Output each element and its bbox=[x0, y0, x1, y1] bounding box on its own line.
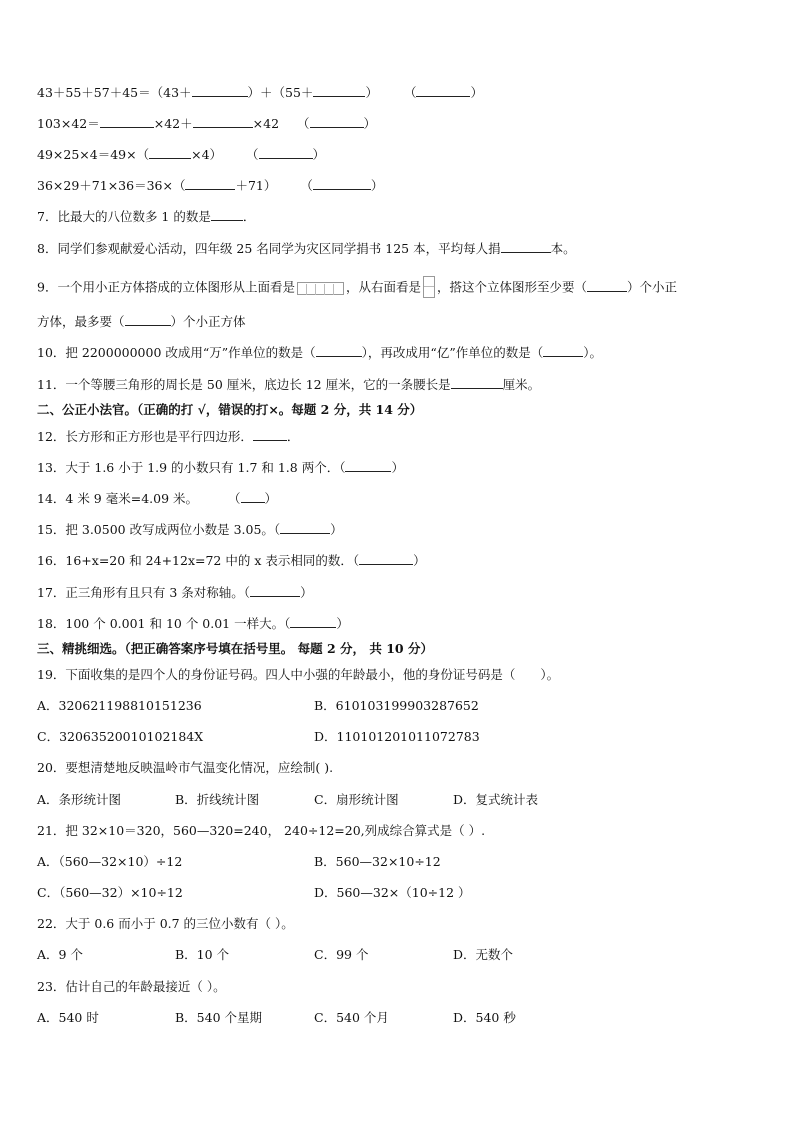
text: 10．把 2200000000 改成用“万”作单位的数是（ bbox=[37, 345, 316, 360]
question-19: 19．下面收集的是四个人的身份证号码。四人中小强的年龄最小，他的身份证号码是（ ）。 bbox=[37, 667, 560, 682]
text: ，搭这个立体图形至少要（ bbox=[436, 279, 587, 295]
text: ） bbox=[264, 491, 278, 506]
text: 13．大于 1.6 小于 1.9 的小数只有 1.7 和 1.8 两个．（ bbox=[37, 460, 346, 475]
option-b[interactable]: B．560—32×10÷12 bbox=[314, 854, 441, 869]
question-16 bbox=[37, 552, 426, 569]
option-b[interactable]: B．折线统计图 bbox=[175, 792, 260, 807]
equation-line-4 bbox=[37, 177, 383, 194]
text: ）个小正方体 bbox=[170, 314, 246, 329]
question-20: 20．要想清楚地反映温岭市气温变化情况，应绘制( ). bbox=[37, 760, 334, 775]
answer-blank[interactable] bbox=[416, 84, 470, 97]
option-b[interactable]: B．10 个 bbox=[175, 947, 230, 962]
question-7 bbox=[37, 208, 255, 225]
text: ） bbox=[413, 553, 426, 568]
answer-blank[interactable] bbox=[543, 344, 583, 357]
text: 11．一个等腰三角形的周长是 50 厘米，底边长 12 厘米，它的一条腰长是 bbox=[37, 377, 451, 392]
text: 103×42＝ bbox=[37, 116, 100, 131]
text: 12．长方形和正方形也是平行四边形． bbox=[37, 429, 253, 444]
text: ） bbox=[336, 616, 349, 631]
text: ）＋（55＋ bbox=[247, 85, 314, 100]
answer-blank[interactable] bbox=[241, 490, 265, 503]
option-a[interactable]: A．9 个 bbox=[37, 947, 83, 962]
text: ） bbox=[300, 585, 313, 600]
option-c[interactable]: C．99 个 bbox=[314, 947, 369, 962]
option-d[interactable]: D．110101201011072783 bbox=[314, 729, 480, 744]
option-b[interactable]: B．610103199903287652 bbox=[314, 698, 479, 713]
text: 18．100 个 0.001 和 10 个 0.01 一样大。（ bbox=[37, 616, 291, 631]
option-d[interactable]: D．560—32×（10÷12 ） bbox=[314, 885, 471, 900]
answer-blank[interactable] bbox=[310, 115, 364, 128]
section-2-heading: 二、公正小法官。（正确的打 √，错误的打×。每题 2 分，共 14 分） bbox=[37, 402, 423, 417]
text: 9．一个用小正方体搭成的立体图形从上面看是 bbox=[37, 279, 295, 295]
text: 36×29＋71×36＝36×（ bbox=[37, 178, 186, 193]
option-c[interactable]: C．32063520010102184X bbox=[37, 729, 204, 744]
answer-blank[interactable] bbox=[290, 615, 336, 628]
text: ×42＋ bbox=[153, 116, 193, 131]
right-view-figure bbox=[423, 276, 435, 298]
question-23: 23．估计自己的年龄最接近（ ）。 bbox=[37, 979, 226, 994]
text: ） bbox=[370, 178, 384, 193]
answer-blank[interactable] bbox=[185, 177, 235, 190]
text: 15．把 3.0500 改写成两位小数是 3.05。（ bbox=[37, 522, 281, 537]
text: ），再改成用“亿”作单位的数是（ bbox=[361, 345, 544, 360]
question-15 bbox=[37, 521, 343, 538]
answer-blank[interactable] bbox=[345, 459, 391, 472]
text: ） bbox=[363, 116, 377, 131]
answer-blank[interactable] bbox=[259, 146, 313, 159]
answer-blank[interactable] bbox=[280, 521, 330, 534]
text: ． bbox=[242, 209, 256, 224]
answer-blank[interactable] bbox=[359, 552, 413, 565]
question-22: 22．大于 0.6 而小于 0.7 的三位小数有（ ）。 bbox=[37, 916, 294, 931]
equation-line-2 bbox=[37, 115, 376, 132]
text: 厘米。 bbox=[502, 377, 541, 392]
text: 49×25×4＝49×（ bbox=[37, 147, 150, 162]
answer-blank[interactable] bbox=[149, 146, 191, 159]
answer-blank[interactable] bbox=[451, 376, 503, 389]
answer-blank[interactable] bbox=[192, 84, 248, 97]
text: ） bbox=[330, 522, 343, 537]
text: （ bbox=[297, 116, 310, 131]
text: ． bbox=[286, 429, 300, 444]
question-11 bbox=[37, 376, 540, 393]
text: 方体，最多要（ bbox=[37, 314, 125, 329]
option-a[interactable]: A．540 时 bbox=[37, 1010, 99, 1025]
question-12 bbox=[37, 428, 299, 445]
option-d[interactable]: D．复式统计表 bbox=[453, 792, 539, 807]
text: 17．正三角形有且只有 3 条对称轴。（ bbox=[37, 585, 251, 600]
question-13 bbox=[37, 459, 404, 476]
equation-line-1 bbox=[37, 84, 483, 101]
question-14 bbox=[37, 490, 277, 507]
top-view-figure bbox=[297, 282, 344, 295]
equation-line-3 bbox=[37, 146, 325, 163]
answer-blank[interactable] bbox=[316, 344, 362, 357]
text: 14．4 米 9 毫米=4.09 米。 bbox=[37, 491, 199, 506]
answer-blank[interactable] bbox=[313, 84, 365, 97]
option-b[interactable]: B．540 个星期 bbox=[175, 1010, 263, 1025]
text: 16．16+x=20 和 24+12x=72 中的 x 表示相同的数．（ bbox=[37, 553, 360, 568]
question-18 bbox=[37, 615, 349, 632]
question-8 bbox=[37, 240, 576, 257]
answer-blank[interactable] bbox=[100, 115, 154, 128]
option-c[interactable]: C．（560—32）×10÷12 bbox=[37, 885, 183, 900]
text: ×42 bbox=[252, 116, 280, 131]
text: ） bbox=[470, 85, 483, 100]
option-d[interactable]: D．540 秒 bbox=[453, 1010, 516, 1025]
text: 7．比最大的八位数多 1 的数是 bbox=[37, 209, 211, 224]
answer-blank[interactable] bbox=[193, 115, 253, 128]
option-c[interactable]: C．扇形统计图 bbox=[314, 792, 399, 807]
option-a[interactable]: A．（560—32×10）÷12 bbox=[37, 854, 183, 869]
option-a[interactable]: A．条形统计图 bbox=[37, 792, 122, 807]
text: ）。 bbox=[583, 345, 602, 360]
question-10 bbox=[37, 344, 602, 361]
text: ，从右面看是 bbox=[345, 279, 421, 295]
text: ）个小正 bbox=[627, 279, 678, 295]
answer-blank[interactable] bbox=[313, 177, 371, 190]
text: （ bbox=[403, 85, 417, 100]
answer-blank[interactable] bbox=[253, 428, 287, 441]
section-3-heading: 三、精挑细选。（把正确答案序号填在括号里。 每题 2 分， 共 10 分） bbox=[37, 641, 433, 656]
text: ＋71） bbox=[235, 178, 277, 193]
answer-blank[interactable] bbox=[211, 208, 243, 221]
question-9 bbox=[37, 277, 677, 299]
text: 8．同学们参观献爱心活动，四年级 25 名同学为灾区同学捐书 125 本，平均每人捐 bbox=[37, 241, 501, 256]
text: ×4） bbox=[191, 147, 223, 162]
text: 本。 bbox=[550, 241, 576, 256]
text: ） bbox=[365, 85, 378, 100]
question-21: 21．把 32×10＝320，560—320=240， 240÷12=20,列成综合算式是（ ）. bbox=[37, 823, 486, 838]
question-17 bbox=[37, 584, 313, 601]
text: （ bbox=[300, 178, 313, 193]
question-9-cont bbox=[37, 313, 246, 330]
text: ） bbox=[312, 147, 326, 162]
answer-blank[interactable] bbox=[501, 240, 551, 253]
text: （ bbox=[228, 491, 241, 506]
text: ） bbox=[391, 460, 404, 475]
answer-blank[interactable] bbox=[125, 313, 171, 326]
option-d[interactable]: D．无数个 bbox=[453, 947, 514, 962]
option-c[interactable]: C．540 个月 bbox=[314, 1010, 389, 1025]
option-a[interactable]: A．320621198810151236 bbox=[37, 698, 202, 713]
text: （ bbox=[246, 147, 259, 162]
answer-blank[interactable] bbox=[250, 584, 300, 597]
text: 43＋55＋57＋45＝（43＋ bbox=[37, 85, 192, 100]
answer-blank[interactable] bbox=[587, 279, 627, 292]
